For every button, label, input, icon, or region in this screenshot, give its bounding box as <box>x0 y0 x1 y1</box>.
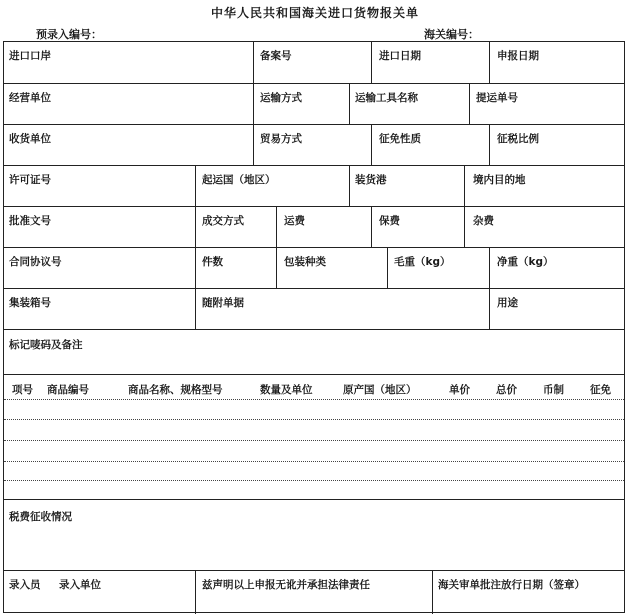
col-item-no: 项号 <box>12 384 33 396</box>
bill-number-label: 提运单号 <box>476 92 518 104</box>
import-date-label: 进口日期 <box>379 50 421 62</box>
deal-mode-label: 成交方式 <box>202 215 244 227</box>
col-divider <box>195 206 196 247</box>
approval-number-label: 批准文号 <box>9 215 51 227</box>
license-number-label: 许可证号 <box>9 174 51 186</box>
col-divider <box>489 124 490 165</box>
tax-ratio-label: 征税比例 <box>497 133 539 145</box>
col-divider <box>464 206 465 247</box>
item-line <box>4 399 624 400</box>
col-divider <box>253 124 254 165</box>
col-divider <box>276 206 277 247</box>
trade-mode-label: 贸易方式 <box>260 133 302 145</box>
exemption-nature-label: 征免性质 <box>379 133 421 145</box>
col-divider <box>253 42 254 83</box>
row-divider <box>4 329 624 330</box>
attached-documents-label: 随附单据 <box>202 297 244 309</box>
col-divider <box>371 42 372 83</box>
container-number-label: 集装箱号 <box>9 297 51 309</box>
row-divider <box>4 570 624 571</box>
col-divider <box>489 42 490 83</box>
entry-unit-label: 录入单位 <box>59 579 101 591</box>
col-divider <box>195 570 196 614</box>
col-divider <box>489 288 490 329</box>
col-divider <box>371 124 372 165</box>
item-line <box>4 480 624 481</box>
declaration-statement: 兹声明以上申报无讹并承担法律责任 <box>202 579 370 591</box>
loading-port-label: 装货港 <box>355 174 387 186</box>
row-divider <box>4 374 624 375</box>
usage-label: 用途 <box>497 297 518 309</box>
declaration-form <box>3 41 625 613</box>
col-quantity-unit: 数量及单位 <box>260 384 313 396</box>
item-line <box>4 419 624 420</box>
contract-number-label: 合同协议号 <box>9 256 62 268</box>
col-total-price: 总价 <box>496 384 517 396</box>
net-weight-label: 净重（kg） <box>497 256 554 268</box>
import-port-label: 进口口岸 <box>9 50 51 62</box>
origin-country-label: 起运国（地区） <box>202 174 276 186</box>
vehicle-name-label: 运输工具名称 <box>355 92 418 104</box>
pre-entry-number-label: 预录入编号： <box>36 28 102 41</box>
consignee-label: 收货单位 <box>9 133 51 145</box>
gross-weight-label: 毛重（kg） <box>394 256 451 268</box>
customs-approval-label: 海关审单批注放行日期（签章） <box>438 579 585 591</box>
col-divider <box>195 247 196 288</box>
row-divider <box>4 206 624 207</box>
customs-number-label: 海关编号： <box>424 28 479 41</box>
col-origin-country: 原产国（地区） <box>343 384 417 396</box>
col-divider <box>276 247 277 288</box>
col-divider <box>432 570 433 614</box>
col-divider <box>469 83 470 124</box>
col-divider <box>387 247 388 288</box>
col-divider <box>371 206 372 247</box>
col-divider <box>464 165 465 206</box>
record-number-label: 备案号 <box>260 50 292 62</box>
declare-date-label: 申报日期 <box>497 50 539 62</box>
col-divider <box>253 83 254 124</box>
entry-clerk-label: 录入员 <box>9 579 41 591</box>
col-currency: 币制 <box>543 384 564 396</box>
col-exemption: 征免 <box>590 384 611 396</box>
transport-mode-label: 运输方式 <box>260 92 302 104</box>
col-divider <box>349 165 350 206</box>
col-divider <box>195 165 196 206</box>
item-line <box>4 461 624 462</box>
row-divider <box>4 165 624 166</box>
operating-unit-label: 经营单位 <box>9 92 51 104</box>
domestic-destination-label: 境内目的地 <box>473 174 526 186</box>
tax-collection-label: 税费征收情况 <box>9 511 72 523</box>
row-divider <box>4 83 624 84</box>
freight-label: 运费 <box>284 215 305 227</box>
row-divider <box>4 124 624 125</box>
col-unit-price: 单价 <box>449 384 470 396</box>
pieces-label: 件数 <box>202 256 223 268</box>
col-name-spec: 商品名称、规格型号 <box>128 384 223 396</box>
row-divider <box>4 499 624 500</box>
row-divider <box>4 247 624 248</box>
col-commodity-code: 商品编号 <box>47 384 89 396</box>
marks-remarks-label: 标记唛码及备注 <box>9 339 83 351</box>
insurance-label: 保费 <box>379 215 400 227</box>
col-divider <box>195 288 196 329</box>
col-divider <box>349 83 350 124</box>
form-title: 中华人民共和国海关进口货物报关单 <box>210 6 419 20</box>
packing-type-label: 包装种类 <box>284 256 326 268</box>
misc-fee-label: 杂费 <box>473 215 494 227</box>
col-divider <box>489 247 490 288</box>
row-divider <box>4 288 624 289</box>
item-line <box>4 440 624 441</box>
